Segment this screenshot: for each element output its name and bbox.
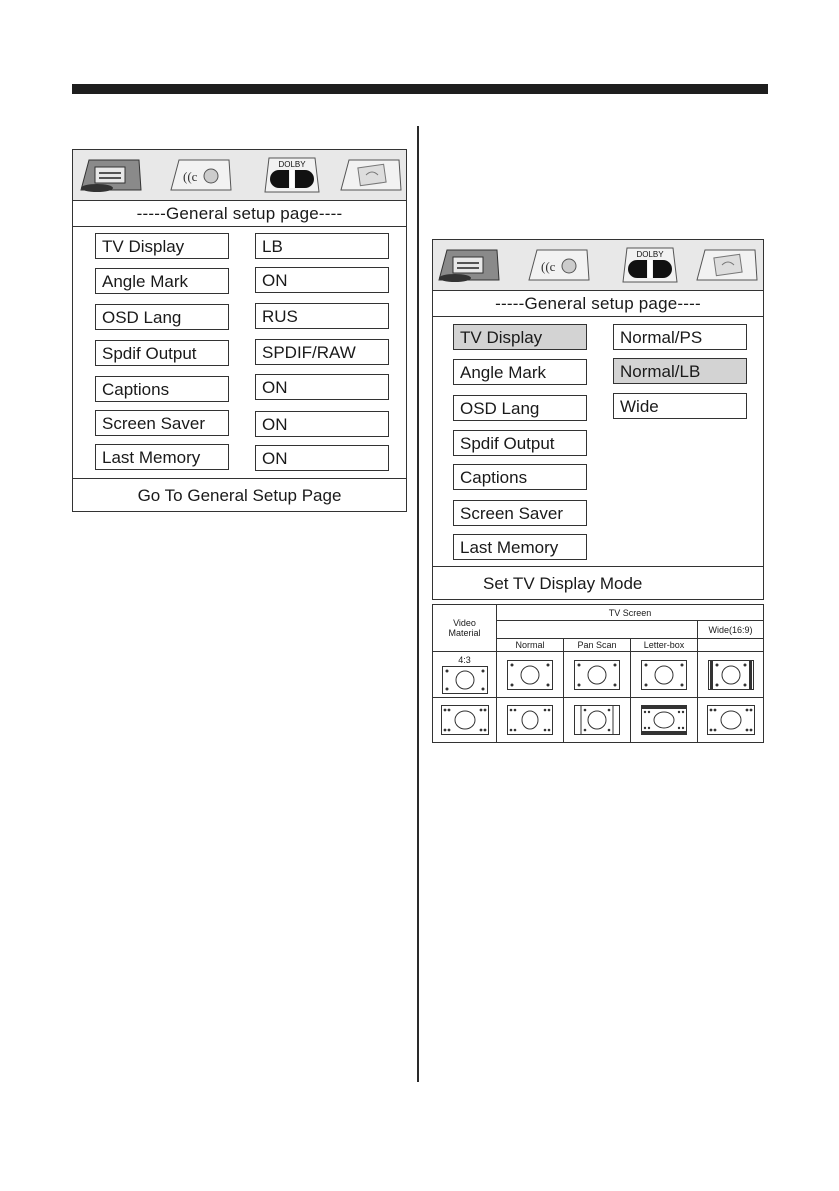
spdif-output-value[interactable]: SPDIF/RAW bbox=[255, 339, 389, 365]
option-normal-lb[interactable]: Normal/LB bbox=[613, 358, 747, 384]
panscan-4-3-cell bbox=[564, 652, 631, 698]
svg-text:DOLBY: DOLBY bbox=[278, 160, 306, 169]
wide-header: Wide(16:9) bbox=[698, 621, 764, 639]
right-setup-menu bbox=[432, 239, 764, 600]
general-setup-tab-icon[interactable] bbox=[79, 158, 143, 197]
svg-text:((c: ((c bbox=[541, 259, 556, 274]
right-page-title: -----General setup page---- bbox=[433, 291, 763, 317]
col-pan-scan: Pan Scan bbox=[564, 639, 631, 652]
left-setup-menu bbox=[72, 149, 407, 512]
normal-4-3-cell bbox=[497, 652, 564, 698]
screen-letter-box-icon bbox=[641, 660, 687, 690]
angle-mark-item[interactable]: Angle Mark bbox=[453, 359, 587, 385]
left-page-title: -----General setup page---- bbox=[73, 201, 406, 227]
captions-item[interactable]: Captions bbox=[95, 376, 229, 402]
preference-setup-tab-icon[interactable] bbox=[695, 248, 759, 287]
left-footer-hint: Go To General Setup Page bbox=[73, 478, 406, 512]
spdif-output-item[interactable]: Spdif Output bbox=[95, 340, 229, 366]
tv-screen-header: TV Screen bbox=[497, 605, 764, 621]
last-memory-item[interactable]: Last Memory bbox=[453, 534, 587, 560]
tv-display-item[interactable]: TV Display bbox=[453, 324, 587, 350]
screen-4-3-icon bbox=[442, 666, 488, 694]
screen-saver-value[interactable]: ON bbox=[255, 411, 389, 437]
screen-letterbox-bars-icon bbox=[641, 705, 687, 735]
row1-label: 4:3 bbox=[458, 655, 471, 665]
screen-saver-item[interactable]: Screen Saver bbox=[95, 410, 229, 436]
source-16-9 bbox=[433, 698, 497, 743]
header-rule bbox=[72, 84, 768, 94]
screen-normal-icon bbox=[507, 660, 553, 690]
last-memory-value[interactable]: ON bbox=[255, 445, 389, 471]
tv-display-item[interactable]: TV Display bbox=[95, 233, 229, 259]
screen-pan-scan-icon bbox=[574, 660, 620, 690]
svg-text:DOLBY: DOLBY bbox=[636, 250, 664, 259]
col-letter-box: Letter-box bbox=[631, 639, 698, 652]
wide-4-3-cell bbox=[698, 652, 764, 698]
screen-saver-item[interactable]: Screen Saver bbox=[453, 500, 587, 526]
option-normal-ps[interactable]: Normal/PS bbox=[613, 324, 747, 350]
osd-lang-item[interactable]: OSD Lang bbox=[453, 395, 587, 421]
header-spacer bbox=[497, 621, 698, 639]
dolby-setup-tab-icon[interactable] bbox=[621, 246, 679, 289]
audio-setup-tab-icon[interactable] bbox=[527, 248, 591, 287]
last-memory-item[interactable]: Last Memory bbox=[95, 444, 229, 470]
dolby-setup-tab-icon[interactable] bbox=[263, 156, 321, 199]
osd-lang-value[interactable]: RUS bbox=[255, 303, 389, 329]
screen-pan-scan-cropped-icon bbox=[574, 705, 620, 735]
preference-setup-tab-icon[interactable] bbox=[339, 158, 403, 197]
column-divider bbox=[417, 126, 419, 1082]
col-normal: Normal bbox=[497, 639, 564, 652]
angle-mark-item[interactable]: Angle Mark bbox=[95, 268, 229, 294]
right-tab-bar bbox=[433, 240, 763, 291]
svg-text:((c: ((c bbox=[183, 169, 198, 184]
left-tab-bar bbox=[73, 150, 406, 201]
letterbox-16-9-cell bbox=[631, 698, 698, 743]
option-wide[interactable]: Wide bbox=[613, 393, 747, 419]
wide-16-9-cell bbox=[698, 698, 764, 743]
source-4-3 bbox=[433, 652, 497, 698]
screen-normal-squeezed-icon bbox=[507, 705, 553, 735]
tv-display-value[interactable]: LB bbox=[255, 233, 389, 259]
col-wide-blank bbox=[698, 639, 764, 652]
panscan-16-9-cell bbox=[564, 698, 631, 743]
audio-setup-tab-icon[interactable] bbox=[169, 158, 233, 197]
spdif-output-item[interactable]: Spdif Output bbox=[453, 430, 587, 456]
video-material-header: Video Material bbox=[433, 605, 497, 652]
captions-value[interactable]: ON bbox=[255, 374, 389, 400]
angle-mark-value[interactable]: ON bbox=[255, 267, 389, 293]
osd-lang-item[interactable]: OSD Lang bbox=[95, 304, 229, 330]
screen-16-9-icon bbox=[441, 705, 489, 735]
captions-item[interactable]: Captions bbox=[453, 464, 587, 490]
screen-wide-pillarbox-icon bbox=[708, 660, 754, 690]
tv-screen-table bbox=[432, 604, 764, 743]
general-setup-tab-icon[interactable] bbox=[437, 248, 501, 287]
right-footer-hint: Set TV Display Mode bbox=[433, 566, 763, 600]
letterbox-4-3-cell bbox=[631, 652, 698, 698]
normal-16-9-cell bbox=[497, 698, 564, 743]
screen-wide-full-icon bbox=[707, 705, 755, 735]
